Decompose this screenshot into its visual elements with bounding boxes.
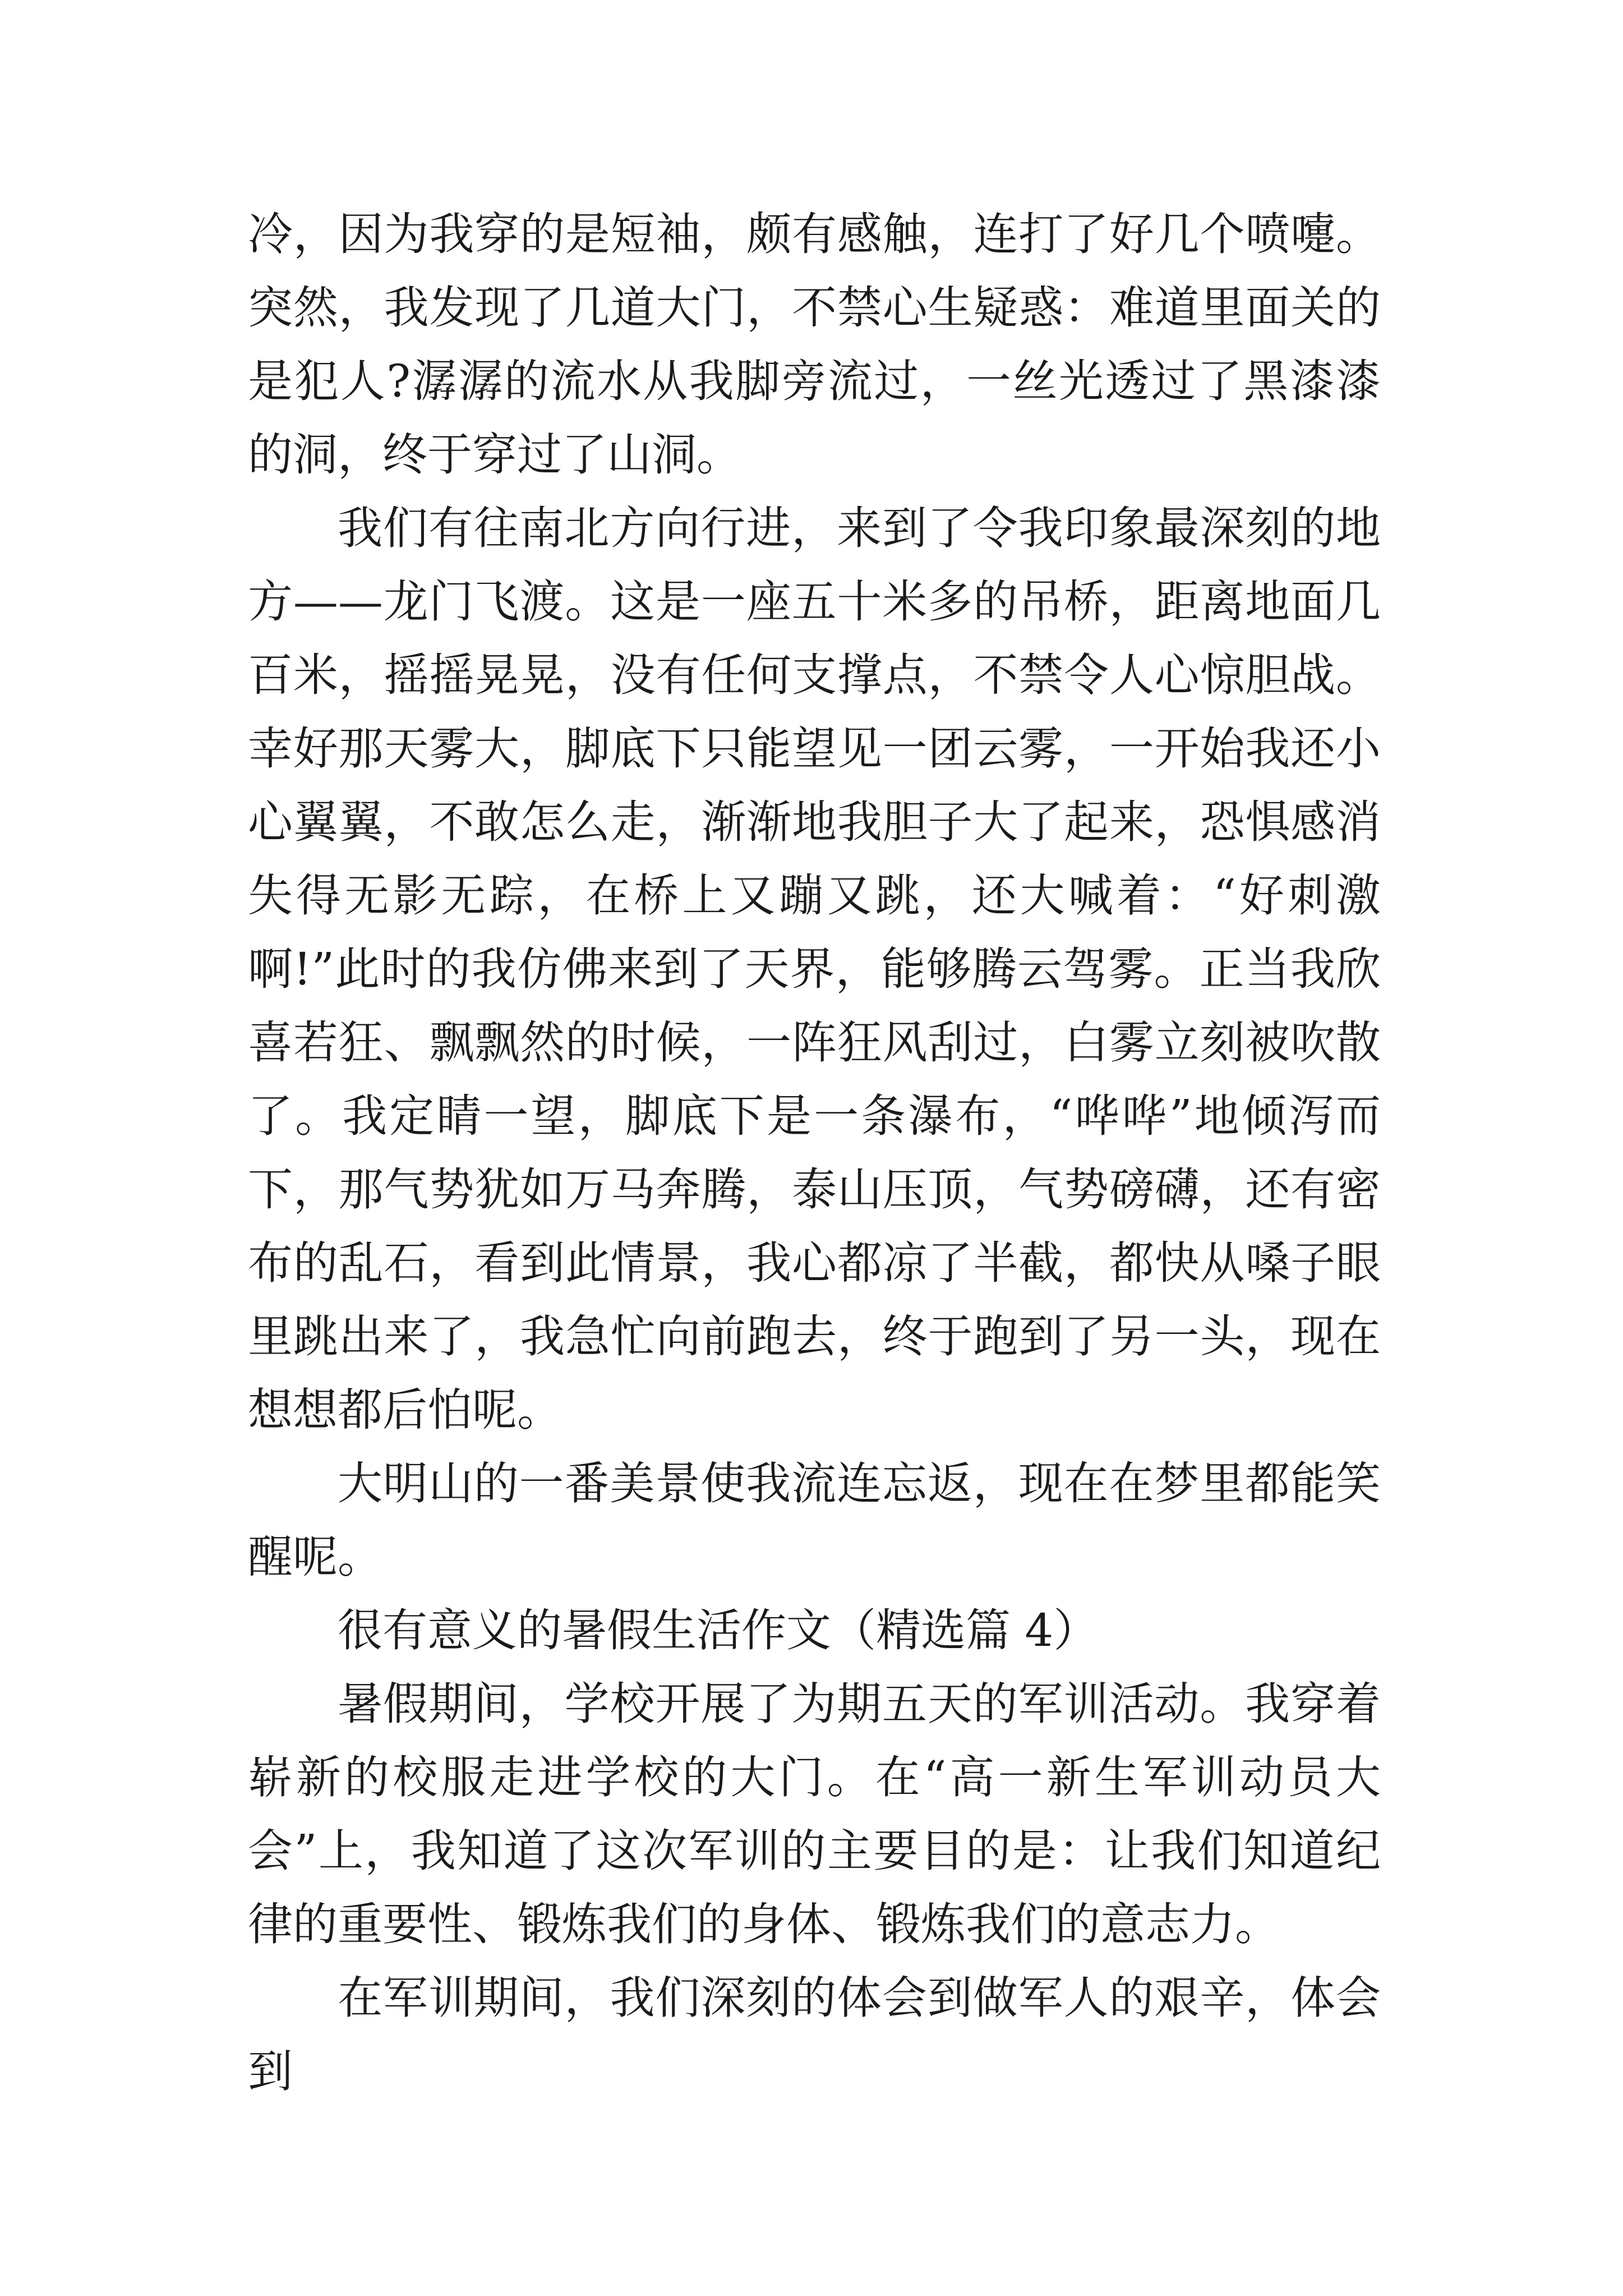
paragraph-training-period: 在军训期间，我们深刻的体会到做军人的艰辛，体会到 (248, 1972, 1381, 2097)
section-heading: 很有意义的暑假生活作文（精选篇 4） (338, 1604, 1099, 1657)
paragraph-cave: 冷，因为我穿的是短袖，颇有感触，连打了好几个喷嚏。突然，我发现了几道大门，不禁心生疑惑：难道里面关的是犯人?潺潺的流水从我脚旁流过，一丝光透过了黑漆漆的洞，终于穿过了山洞。 (248, 208, 1381, 481)
paragraph-daming-mountain: 大明山的一番美景使我流连忘返，现在在梦里都能笑醒呢。 (248, 1457, 1381, 1583)
paragraph-longmen-bridge: 我们有往南北方向行进，来到了令我印象最深刻的地方——龙门飞渡。这是一座五十米多的吊桥，距离地面几百米，摇摇晃晃，没有任何支撑点，不禁令人心惊胆战。幸好那天雾大，脚底下只能望见一团云雾，一开始我还小心翼翼，不敢怎么走，渐渐地我胆子大了起来，恐惧感消失得无影无踪，在桥上又蹦又跳，还大喊着：“好刺激啊!”此时的我仿佛来到了天界，能够腾云驾雾。正当我欣喜若狂、飘飘然的时候，一阵狂风刮过，白雾立刻被吹散了。我定睛一望，脚底下是一条瀑布，“哗哗”地倾泻而下，那气势犹如万马奔腾，泰山压顶，气势磅礴，还有密布的乱石，看到此情景，我心都凉了半截，都快从嗓子眼里跳出来了，我急忙向前跑去，终于跑到了另一头，现在想想都后怕呢。 (248, 502, 1381, 1436)
paragraph-military-training: 暑假期间，学校开展了为期五天的军训活动。我穿着崭新的校服走进学校的大门。在“高一新生军训动员大会”上，我知道了这次军训的主要目的是：让我们知道纪律的重要性、锻炼我们的身体、锻炼我们的意志力。 (248, 1678, 1381, 1950)
article-body (248, 197, 1381, 2108)
